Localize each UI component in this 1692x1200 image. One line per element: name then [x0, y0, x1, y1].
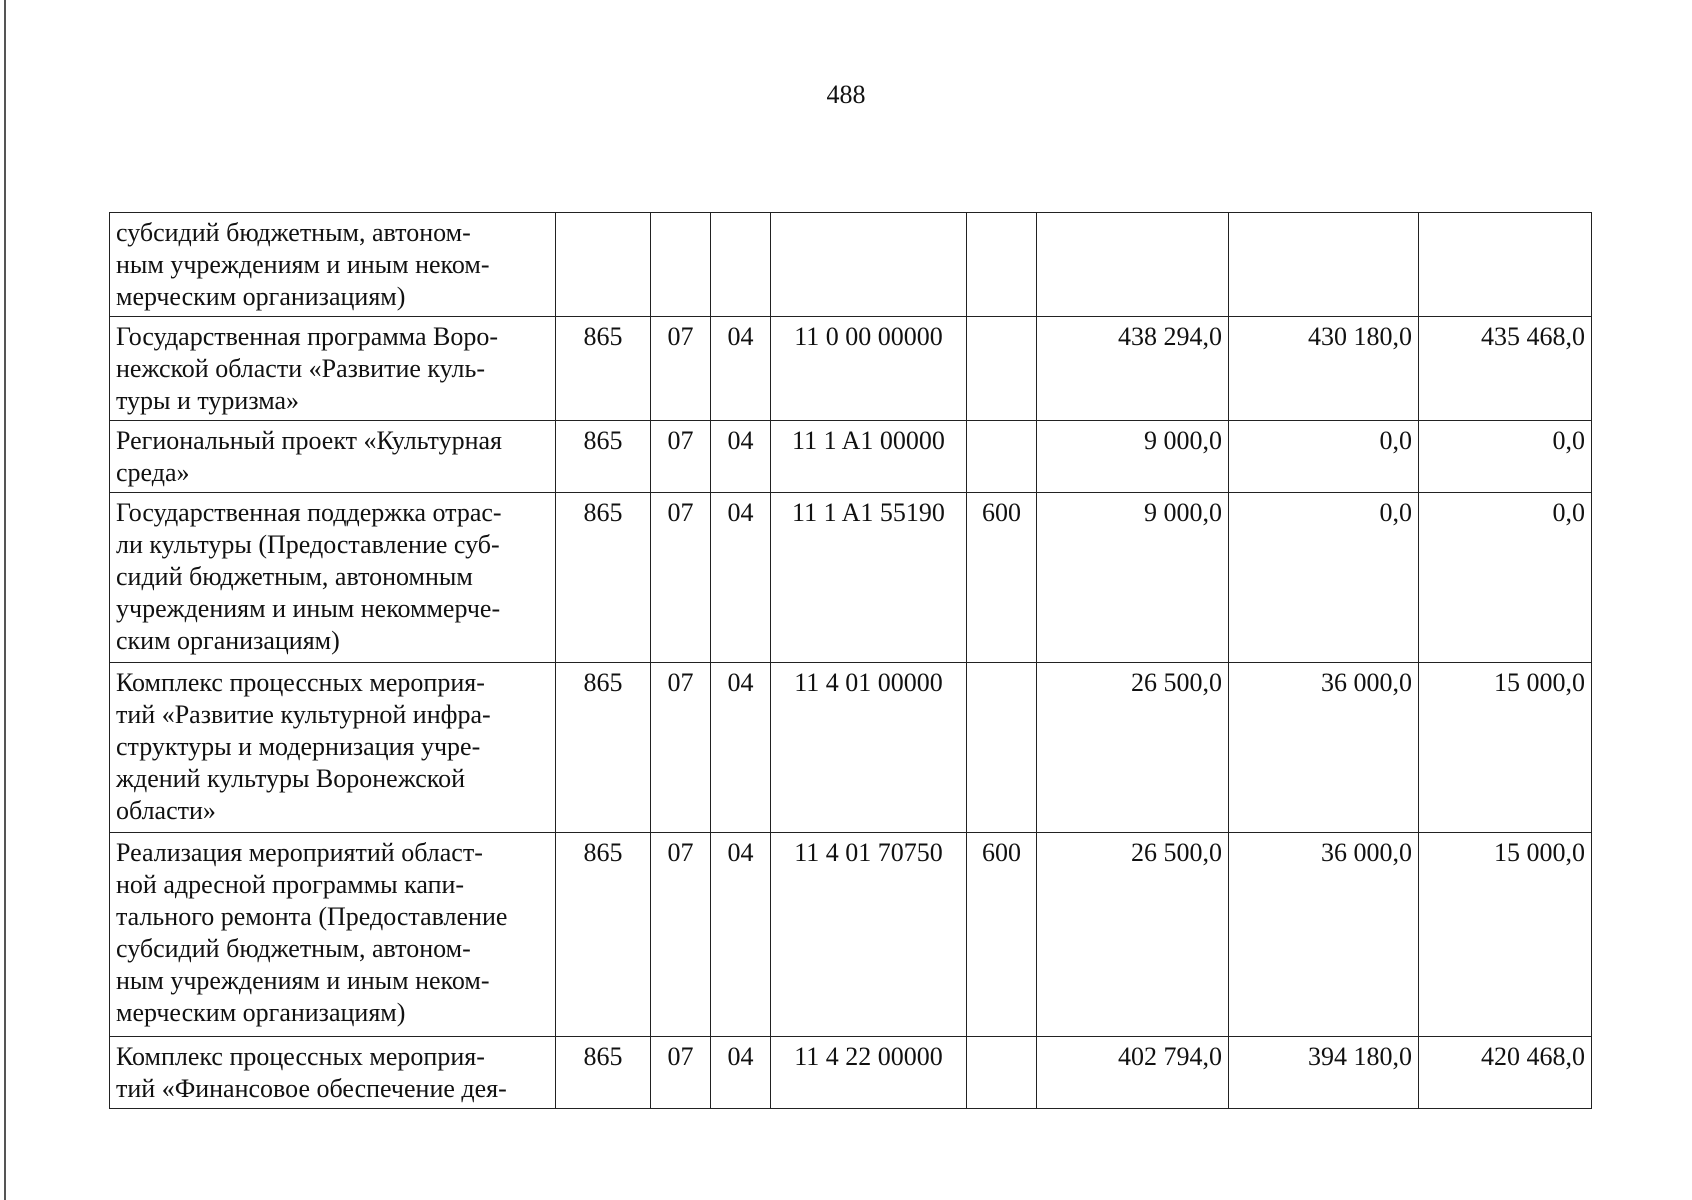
- cell-expense-type: 600: [967, 833, 1037, 1037]
- cell-amount-year-2: 36 000,0: [1229, 663, 1419, 833]
- cell-amount-year-1: 9 000,0: [1037, 421, 1229, 493]
- item-name-line: мерческим организациям): [116, 998, 406, 1027]
- item-name-line: тий «Финансовое обеспечение дея-: [116, 1074, 507, 1103]
- cell-amount-year-2: 0,0: [1229, 421, 1419, 493]
- cell-item-name: [110, 663, 556, 833]
- cell-amount-year-3: 15 000,0: [1419, 833, 1592, 1037]
- item-name-line: ным учреждениям и иным неком-: [116, 250, 490, 279]
- cell-item-name: [110, 317, 556, 421]
- item-name-line: Государственная программа Воро-: [116, 322, 499, 351]
- cell-target-article: 11 1 A1 55190: [771, 493, 967, 663]
- cell-section: 07: [651, 663, 711, 833]
- cell-item-name: [110, 833, 556, 1037]
- cell-section: 07: [651, 493, 711, 663]
- cell-subsection: 04: [711, 663, 771, 833]
- item-name-line: Региональный проект «Культурная: [116, 426, 502, 455]
- cell-subsection: 04: [711, 1037, 771, 1109]
- item-name-line: тий «Развитие культурной инфра-: [116, 700, 491, 729]
- cell-amount-year-2: 430 180,0: [1229, 317, 1419, 421]
- cell-target-article: 11 0 00 00000: [771, 317, 967, 421]
- cell-admin-code: 865: [556, 493, 651, 663]
- item-name-line: структуры и модернизация учре-: [116, 732, 481, 761]
- cell-expense-type: [967, 663, 1037, 833]
- cell-amount-year-3: [1419, 213, 1592, 317]
- cell-amount-year-3: 420 468,0: [1419, 1037, 1592, 1109]
- cell-expense-type: [967, 421, 1037, 493]
- table-row: [110, 493, 1592, 663]
- item-name-line: Реализация мероприятий област-: [116, 838, 483, 867]
- item-name-line: ным учреждениям и иным неком-: [116, 966, 490, 995]
- cell-target-article: 11 4 01 70750: [771, 833, 967, 1037]
- cell-section: 07: [651, 1037, 711, 1109]
- cell-admin-code: 865: [556, 1037, 651, 1109]
- cell-admin-code: [556, 213, 651, 317]
- cell-target-article: 11 4 22 00000: [771, 1037, 967, 1109]
- item-name-line: тального ремонта (Предоставление: [116, 902, 508, 931]
- item-name-line: ским организациям): [116, 626, 340, 655]
- cell-admin-code: 865: [556, 833, 651, 1037]
- item-name-line: ждений культуры Воронежской: [116, 764, 465, 793]
- cell-item-name: [110, 213, 556, 317]
- page-number: 488: [826, 80, 866, 109]
- cell-admin-code: 865: [556, 421, 651, 493]
- cell-expense-type: [967, 1037, 1037, 1109]
- scan-edge-line: [4, 0, 6, 1200]
- cell-amount-year-1: 9 000,0: [1037, 493, 1229, 663]
- cell-amount-year-1: 26 500,0: [1037, 663, 1229, 833]
- cell-amount-year-1: 402 794,0: [1037, 1037, 1229, 1109]
- cell-target-article: 11 1 A1 00000: [771, 421, 967, 493]
- item-name-line: нежской области «Развитие куль-: [116, 354, 486, 383]
- item-name-line: Комплекс процессных мероприя-: [116, 668, 485, 697]
- item-name-line: мерческим организациям): [116, 282, 406, 311]
- item-name-line: Государственная поддержка отрас-: [116, 498, 502, 527]
- cell-target-article: 11 4 01 00000: [771, 663, 967, 833]
- cell-amount-year-1: [1037, 213, 1229, 317]
- table-row: [110, 663, 1592, 833]
- cell-section: [651, 213, 711, 317]
- cell-subsection: 04: [711, 493, 771, 663]
- item-name-line: области»: [116, 796, 216, 825]
- budget-table-body: [110, 213, 1592, 1109]
- cell-amount-year-2: 36 000,0: [1229, 833, 1419, 1037]
- table-row: [110, 421, 1592, 493]
- cell-section: 07: [651, 833, 711, 1037]
- cell-amount-year-3: 0,0: [1419, 493, 1592, 663]
- cell-amount-year-1: 438 294,0: [1037, 317, 1229, 421]
- budget-table: [109, 212, 1592, 1109]
- item-name-line: субсидий бюджетным, автоном-: [116, 934, 471, 963]
- cell-amount-year-3: 0,0: [1419, 421, 1592, 493]
- item-name-line: ной адресной программы капи-: [116, 870, 465, 899]
- table-row: [110, 833, 1592, 1037]
- cell-amount-year-3: 15 000,0: [1419, 663, 1592, 833]
- item-name-line: среда»: [116, 458, 190, 487]
- item-name-line: учреждениям и иным некоммерче-: [116, 594, 501, 623]
- cell-target-article: [771, 213, 967, 317]
- cell-amount-year-2: [1229, 213, 1419, 317]
- cell-expense-type: 600: [967, 493, 1037, 663]
- cell-expense-type: [967, 317, 1037, 421]
- item-name-line: субсидий бюджетным, автоном-: [116, 218, 471, 247]
- cell-amount-year-2: 394 180,0: [1229, 1037, 1419, 1109]
- cell-subsection: 04: [711, 317, 771, 421]
- cell-expense-type: [967, 213, 1037, 317]
- cell-admin-code: 865: [556, 663, 651, 833]
- cell-subsection: 04: [711, 833, 771, 1037]
- table-row: [110, 1037, 1592, 1109]
- table-row: [110, 317, 1592, 421]
- cell-item-name: [110, 493, 556, 663]
- table-row: [110, 213, 1592, 317]
- cell-admin-code: 865: [556, 317, 651, 421]
- item-name-line: сидий бюджетным, автономным: [116, 562, 473, 591]
- cell-amount-year-3: 435 468,0: [1419, 317, 1592, 421]
- cell-subsection: [711, 213, 771, 317]
- cell-amount-year-1: 26 500,0: [1037, 833, 1229, 1037]
- cell-subsection: 04: [711, 421, 771, 493]
- cell-section: 07: [651, 317, 711, 421]
- cell-item-name: [110, 1037, 556, 1109]
- item-name-line: Комплекс процессных мероприя-: [116, 1042, 485, 1071]
- item-name-line: ли культуры (Предоставление суб-: [116, 530, 500, 559]
- item-name-line: туры и туризма»: [116, 386, 300, 415]
- cell-section: 07: [651, 421, 711, 493]
- cell-amount-year-2: 0,0: [1229, 493, 1419, 663]
- cell-item-name: [110, 421, 556, 493]
